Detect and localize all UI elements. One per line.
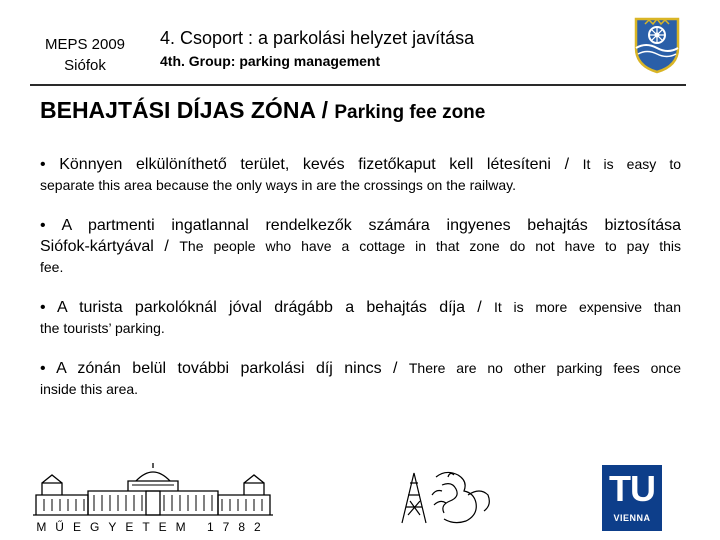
bullet-en-text: It is easy to (582, 156, 681, 172)
group-subtitle: 4th. Group: parking management (160, 53, 381, 69)
bullet-hu-text: Siófok-kártyával / (40, 238, 169, 255)
bullet-en-continuation: separate this area because the only ways in are the crossings on the railway. (40, 177, 516, 193)
slide-title-en: Parking fee zone (334, 102, 486, 123)
slide-title-separator: / (315, 97, 335, 123)
bullet-item (40, 154, 681, 195)
tu-caption: VIENNA (613, 513, 651, 523)
slide-title (40, 97, 485, 124)
bullet-line (40, 154, 681, 175)
bullet-en-continuation: inside this area. (40, 381, 139, 397)
bullet-item (40, 297, 681, 338)
siofok-crest-icon (632, 16, 682, 74)
bullet-line (40, 236, 681, 257)
bullet-line: • A partmenti ingatlannal rendelkezők számára ingyenes behajtás biztosítása (40, 217, 681, 234)
bme-building-logo-icon (28, 463, 278, 535)
bullet-en-text: The people who have a cottage in that zone do not have to pay this (179, 238, 682, 254)
slide-title-hu: BEHAJTÁSI DÍJAS ZÓNA (40, 97, 316, 123)
event-name: MEPS 2009 (44, 36, 126, 53)
event-city: Siófok (64, 57, 106, 74)
bullet-list (40, 154, 681, 419)
bullet-en-continuation: fee. (40, 259, 64, 275)
group-title: 4. Csoport : a parkolási helyzet javítása (160, 28, 475, 48)
bullet-hu-text: • A turista parkolóknál jóval drágább a behajtás díja / (40, 299, 482, 316)
bullet-en-continuation: the tourists’ parking. (40, 320, 165, 336)
bullet-hu-text: • A zónán belül további parkolási díj nincs / (40, 360, 398, 377)
header-divider (30, 84, 686, 86)
bme-caption: MŰEGYETEM 1782 (36, 520, 270, 534)
header-event-block (30, 34, 140, 76)
tu-vienna-logo (602, 465, 662, 531)
bullet-hu-text: • Könnyen elkülöníthető terület, kevés fizetőkaput kell létesíteni / (40, 156, 570, 173)
bullet-en-text: There are no other parking fees once (408, 360, 681, 376)
bullet-line (40, 297, 681, 318)
lion-crest-logo-icon (396, 465, 496, 529)
bullet-en-text: It is more expensive than (494, 299, 682, 315)
footer-logos (0, 455, 720, 535)
bullet-item (40, 358, 681, 399)
bullet-item (40, 215, 681, 277)
bullet-line (40, 358, 681, 379)
tu-mark: TU (609, 468, 655, 509)
